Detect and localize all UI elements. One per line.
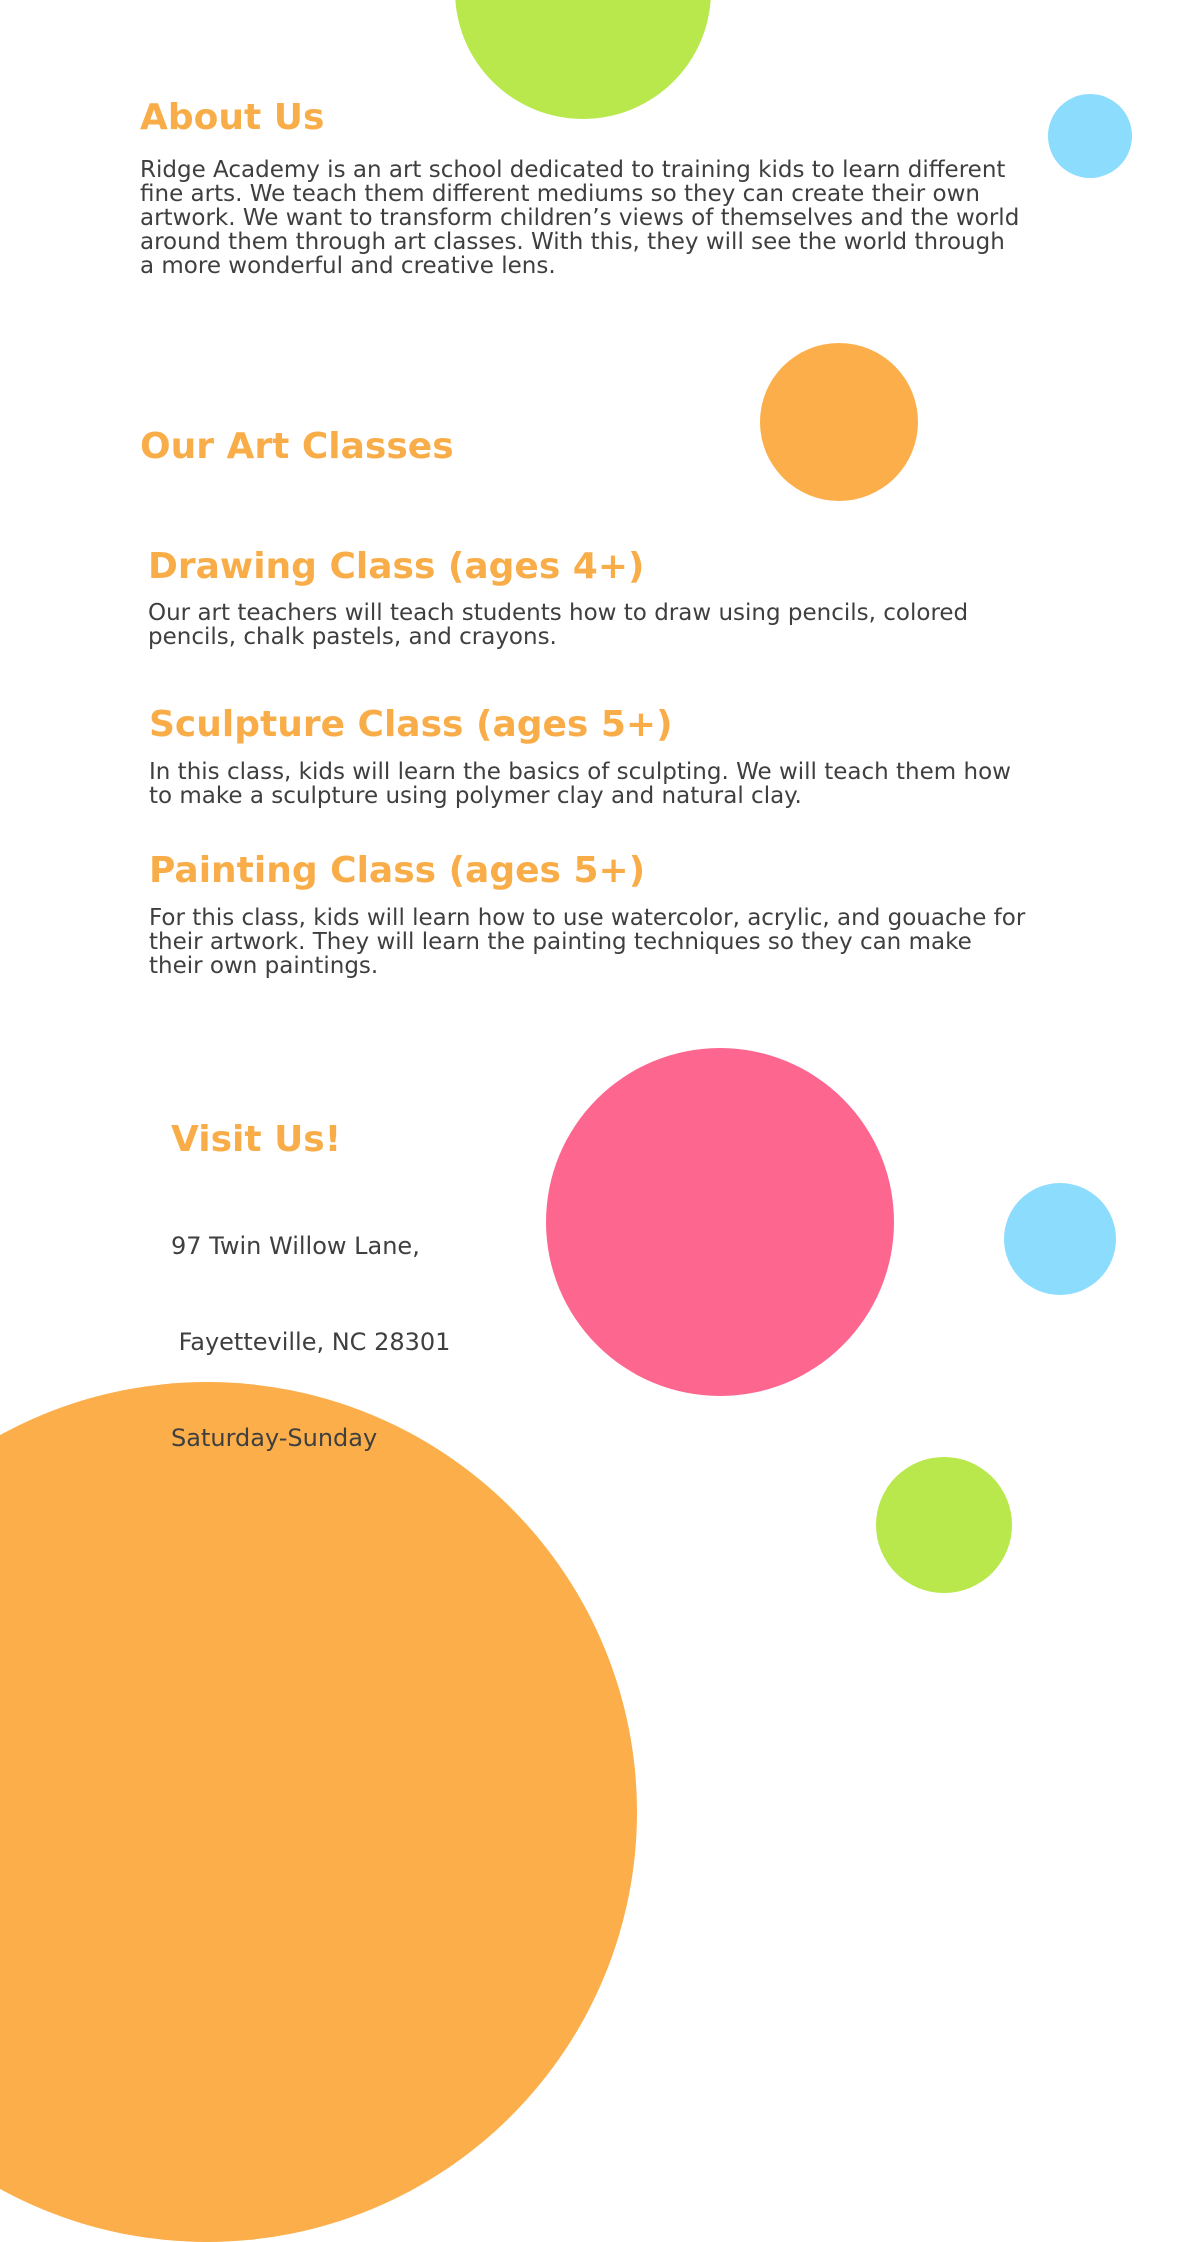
about-us-heading: About Us [140, 97, 325, 138]
opening-days: Saturday-Sunday [171, 1424, 378, 1452]
drawing-class-title: Drawing Class (ages 4+) [148, 546, 645, 587]
decorative-circle-orange-large [0, 1382, 637, 2242]
painting-class-title: Painting Class (ages 5+) [149, 850, 646, 891]
decorative-circle-blue-bottom [1004, 1183, 1116, 1295]
decorative-circle-green-top [455, 0, 711, 119]
address-line-street: 97 Twin Willow Lane, [171, 1232, 420, 1260]
sculpture-class-title: Sculpture Class (ages 5+) [149, 704, 673, 745]
art-classes-heading: Our Art Classes [140, 426, 454, 467]
painting-class-description: For this class, kids will learn how to use watercolor, acrylic, and gouache for their artwork. They will learn the painting techniques so they can make their own paintings. [149, 905, 1026, 979]
visit-us-heading: Visit Us! [171, 1119, 342, 1160]
about-us-text: Ridge Academy is an art school dedicated to training kids to learn different fine arts. We teach them different mediums so they can create their own artwork. We want to transform children’s views of themselves and the world around them through art classes. With this, they will see the world through a more wonderful and creative lens. [140, 157, 1020, 279]
sculpture-class-description: In this class, kids will learn the basics of sculpting. We will teach them how to make a sculpture using polymer clay and natural clay. [149, 759, 1011, 809]
decorative-circle-pink [546, 1048, 894, 1396]
address-line-city: Fayetteville, NC 28301 [171, 1328, 451, 1356]
visit-us-details [171, 1166, 450, 1486]
decorative-circle-orange-middle [760, 343, 918, 501]
drawing-class-description: Our art teachers will teach students how to draw using pencils, colored pencils, chalk pastels, and crayons. [148, 600, 969, 650]
decorative-circle-green-bottom [876, 1457, 1012, 1593]
decorative-circle-blue-top [1048, 94, 1132, 178]
